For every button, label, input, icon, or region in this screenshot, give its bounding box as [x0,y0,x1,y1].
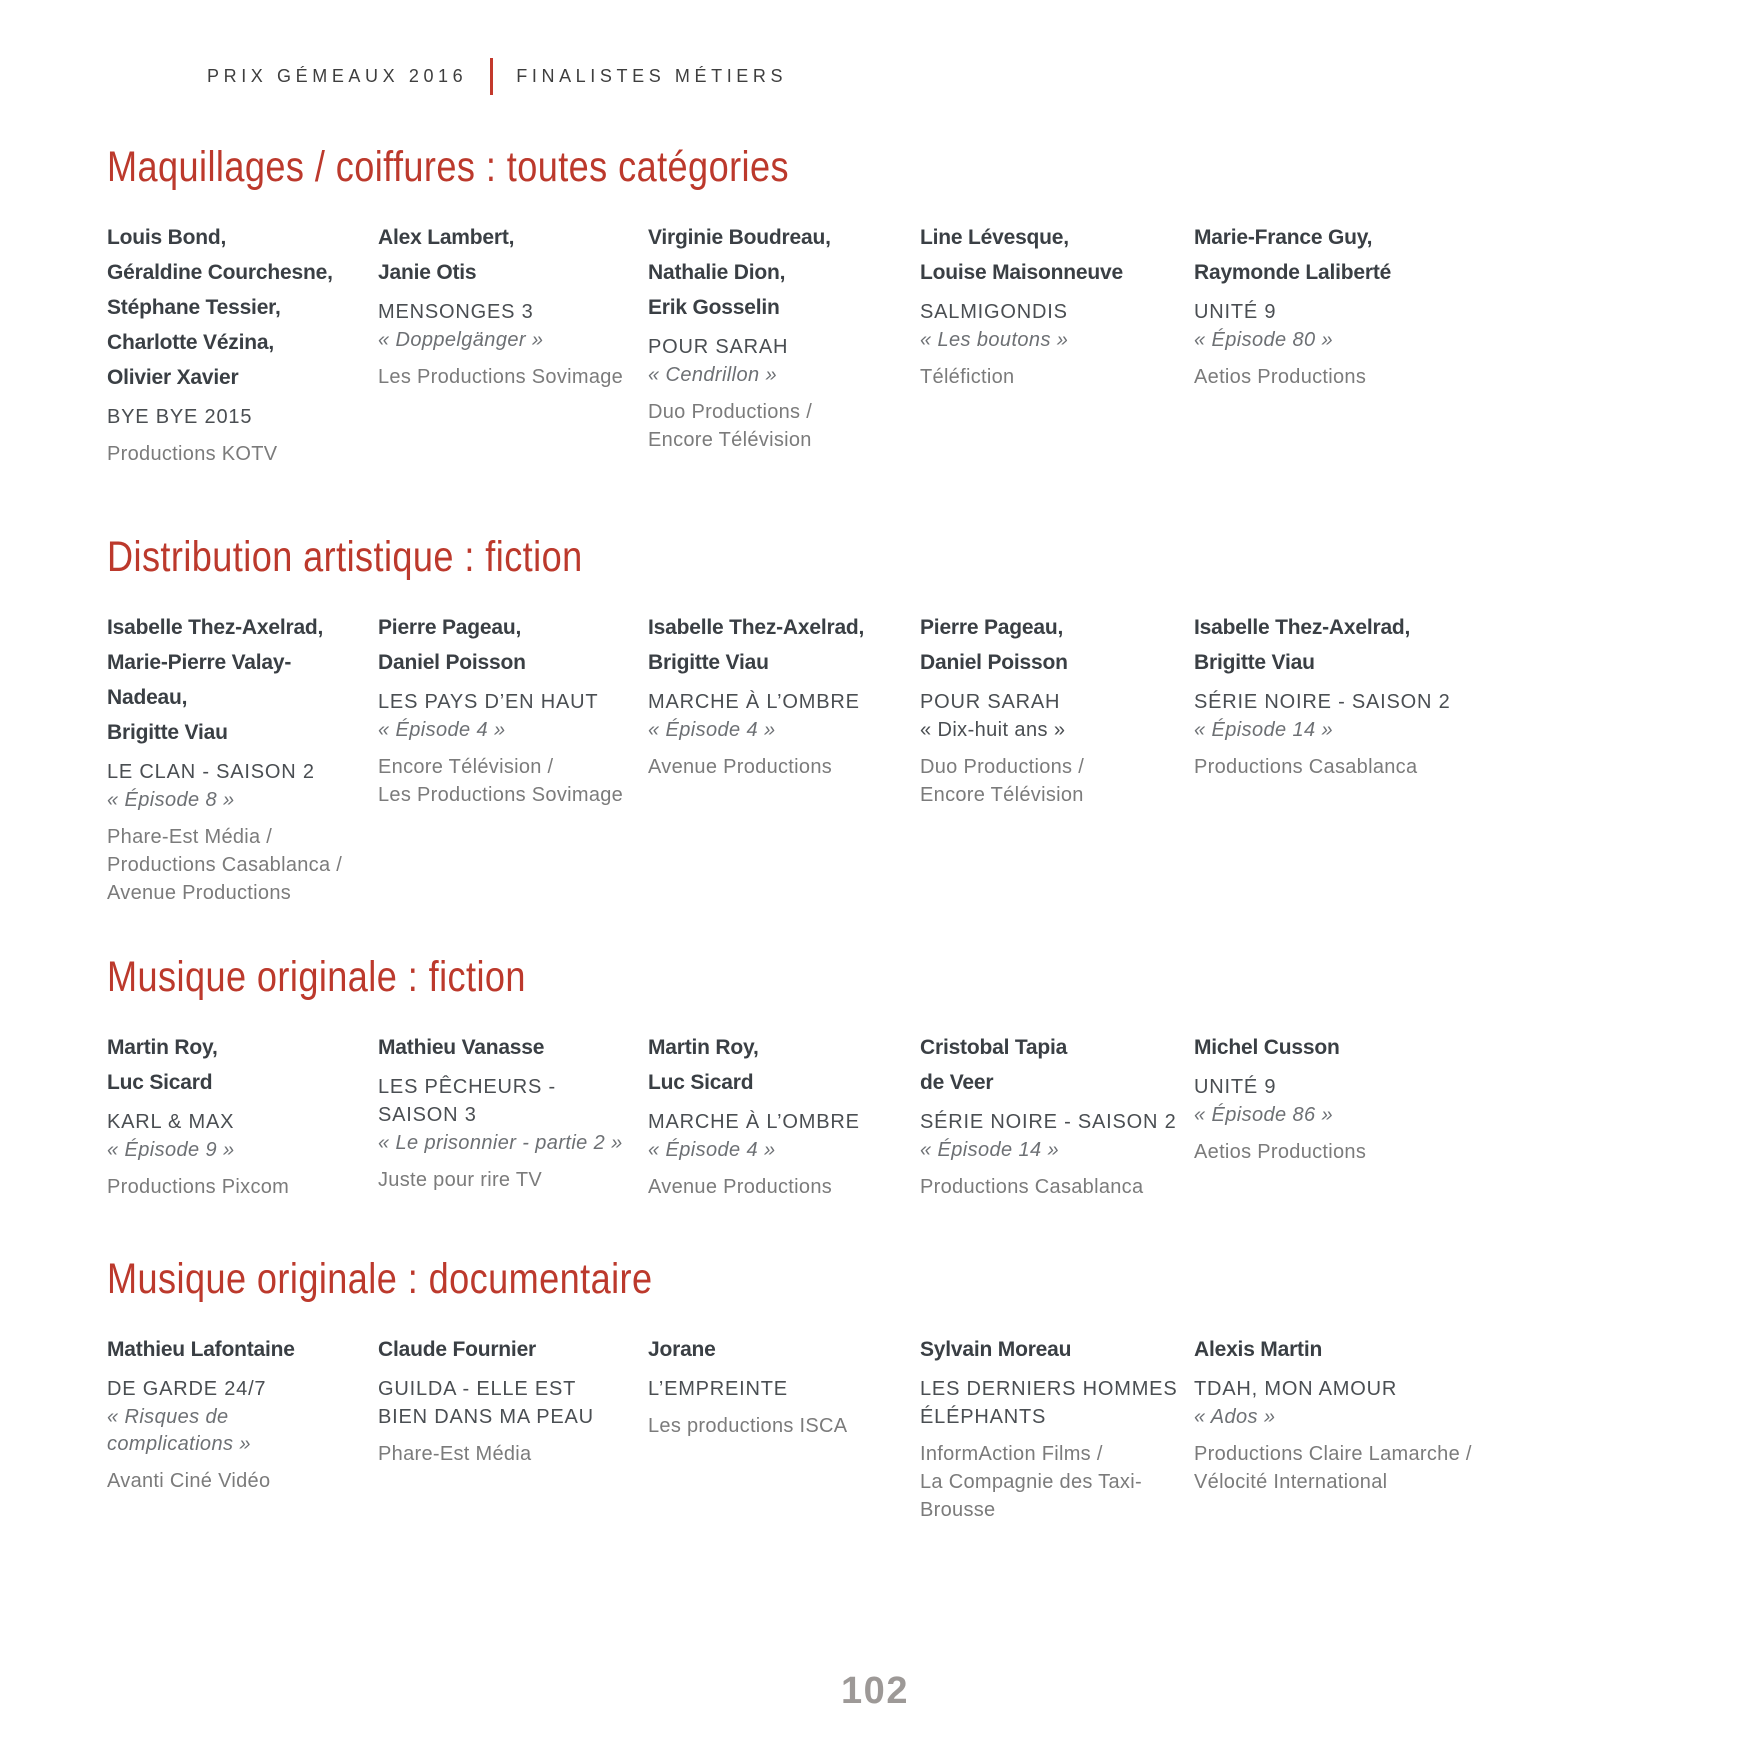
entry-names [378,1332,632,1367]
nominee-name: Daniel Poisson [920,651,1068,674]
show-title: BIEN DANS MA PEAU [378,1406,594,1428]
section-title-text: Distribution artistique : fiction [107,533,583,581]
entry-episode [1194,327,1651,354]
show-title: MARCHE À L’OMBRE [648,691,860,713]
nominee-name: Charlotte Vézina, [107,331,274,354]
header-award-label: PRIX GÉMEAUX 2016 [207,66,468,86]
production-company: Productions Claire Lamarche / [1194,1443,1472,1465]
entry-show-title [378,298,632,326]
entry-episode [648,717,904,744]
section-title [107,144,1667,190]
entry-names [920,1332,1178,1367]
production-company: Les productions ISCA [648,1415,848,1437]
show-title: L’EMPREINTE [648,1378,788,1400]
finalist-entry [648,1332,920,1440]
entry-show-title [378,1375,632,1431]
entry-producers [648,753,904,781]
show-title: UNITÉ 9 [1194,1076,1277,1098]
production-company: Les Productions Sovimage [378,366,624,388]
entry-producers [1194,1138,1651,1166]
production-company: Productions Casablanca [1194,756,1418,778]
show-title: BYE BYE 2015 [107,406,253,428]
section-title [107,954,1667,1000]
entry-episode [378,1130,632,1157]
entry-episode [107,787,362,814]
entry-producers [648,1173,904,1201]
section-title [107,1256,1667,1302]
entry-show-title [1194,688,1651,716]
finalist-entry [107,1332,378,1495]
entry-show-title [648,333,904,361]
entry-names [920,610,1178,680]
finalist-entry [648,610,920,781]
production-company: Encore Télévision [648,429,812,451]
entry-show-title [107,1108,362,1136]
entry-episode [648,362,904,389]
show-title: MENSONGES 3 [378,301,534,323]
show-title: MARCHE À L’OMBRE [648,1111,860,1133]
entry-producers [648,1412,904,1440]
entry-show-title [920,1375,1178,1431]
entry-names [920,220,1178,290]
production-company: Productions Casablanca / [107,854,343,876]
episode-title: « Risques de [107,1406,229,1428]
entry-show-title [378,1073,632,1129]
section-grid [107,1030,1667,1201]
entry-producers [1194,753,1651,781]
entry-show-title [920,1108,1178,1136]
page-number: 102 [841,1670,909,1712]
nominee-name: Sylvain Moreau [920,1338,1072,1361]
production-company: InformAction Films / [920,1443,1103,1465]
production-company: Les Productions Sovimage [378,784,624,806]
section-title [107,534,1667,580]
nominee-name: Michel Cusson [1194,1036,1340,1059]
entry-producers [920,1173,1178,1201]
section-grid [107,220,1667,468]
nominee-name: Louis Bond, [107,226,227,249]
entry-producers [107,1173,362,1201]
entry-names [648,1030,904,1100]
nominee-name: Cristobal Tapia [920,1036,1068,1059]
entry-episode [1194,1102,1651,1129]
production-company: Vélocité International [1194,1471,1388,1493]
nominee-name: Brigitte Viau [107,721,228,744]
entry-episode [648,1137,904,1164]
entry-names [1194,220,1651,290]
production-company: Phare-Est Média / [107,826,273,848]
show-title: GUILDA - ELLE EST [378,1378,577,1400]
finalist-entry [1194,610,1667,781]
production-company: Avanti Ciné Vidéo [107,1470,271,1492]
nominee-name: Louise Maisonneuve [920,261,1123,284]
production-company: Avenue Productions [648,1176,833,1198]
nominee-name: Brigitte Viau [1194,651,1315,674]
production-company: Avenue Productions [107,882,292,904]
episode-title: « Les boutons » [920,329,1069,351]
entry-episode [107,1137,362,1164]
entry-producers [107,823,362,907]
show-title: TDAH, MON AMOUR [1194,1378,1398,1400]
entry-show-title [920,298,1178,326]
category-section [107,1256,1667,1524]
nominee-name: Stéphane Tessier, [107,296,281,319]
entry-show-title [107,403,362,431]
entry-producers [107,1467,362,1495]
show-title: ÉLÉPHANTS [920,1406,1047,1428]
entry-episode [920,1137,1178,1164]
entry-names [378,220,632,290]
finalist-entry [107,1030,378,1201]
nominee-name: Erik Gosselin [648,296,780,319]
production-company: Brousse [920,1499,996,1521]
show-title: SÉRIE NOIRE - SAISON 2 [1194,691,1451,713]
finalist-entry [378,1332,648,1468]
category-section [107,954,1667,1201]
production-company: Productions Casablanca [920,1176,1144,1198]
nominee-name: Daniel Poisson [378,651,526,674]
episode-title: « Dix-huit ans » [920,719,1066,741]
production-company: Aetios Productions [1194,366,1367,388]
episode-title: « Épisode 14 » [1194,719,1334,741]
production-company: Phare-Est Média [378,1443,532,1465]
entry-producers [1194,363,1651,391]
finalist-entry [107,220,378,468]
episode-title: « Cendrillon » [648,364,778,386]
entry-producers [1194,1440,1651,1496]
nominee-name: Isabelle Thez-Axelrad, [1194,616,1411,639]
entry-names [107,1332,362,1367]
nominee-name: Isabelle Thez-Axelrad, [648,616,865,639]
entry-episode [920,327,1178,354]
entry-show-title [1194,1073,1651,1101]
entry-episode [378,327,632,354]
finalist-entry [378,1030,648,1194]
entry-show-title [378,688,632,716]
entry-episode [1194,717,1651,744]
episode-title: « Épisode 86 » [1194,1104,1334,1126]
entry-producers [378,1166,632,1194]
entry-producers [378,1440,632,1468]
entry-episode [107,1404,362,1458]
header-section-label: FINALISTES MÉTIERS [516,66,788,86]
category-section [107,144,1667,468]
finalist-entry [378,220,648,391]
entry-episode [920,717,1178,744]
finalist-entry [107,610,378,907]
nominee-name: Alexis Martin [1194,1338,1323,1361]
show-title: LE CLAN - SAISON 2 [107,761,315,783]
show-title: SAISON 3 [378,1104,477,1126]
entry-producers [920,1440,1178,1524]
finalist-entry [378,610,648,809]
nominee-name: Mathieu Lafontaine [107,1338,295,1361]
nominee-name: Brigitte Viau [648,651,769,674]
entry-producers [378,753,632,809]
nominee-name: Martin Roy, [107,1036,218,1059]
nominee-name: Martin Roy, [648,1036,759,1059]
nominee-name: Claude Fournier [378,1338,537,1361]
nominee-name: Raymonde Laliberté [1194,261,1392,284]
production-company: Téléfiction [920,366,1015,388]
nominee-name: Alex Lambert, [378,226,515,249]
entry-episode [378,717,632,744]
nominee-name: Luc Sicard [107,1071,213,1094]
nominee-name: Olivier Xavier [107,366,239,389]
entry-names [378,610,632,680]
section-title-text: Musique originale : fiction [107,953,526,1001]
production-company: Productions KOTV [107,443,278,465]
entry-show-title [107,758,362,786]
show-title: KARL & MAX [107,1111,235,1133]
nominee-name: Mathieu Vanasse [378,1036,545,1059]
show-title: POUR SARAH [648,336,789,358]
episode-title: « Épisode 4 » [648,719,776,741]
section-title-text: Maquillages / coiffures : toutes catégories [107,143,789,191]
nominee-name: Virginie Boudreau, [648,226,831,249]
show-title: LES PAYS D’EN HAUT [378,691,599,713]
production-company: Aetios Productions [1194,1141,1367,1163]
entry-names [378,1030,632,1065]
nominee-name: Nathalie Dion, [648,261,786,284]
entry-names [648,610,904,680]
entry-show-title [107,1375,362,1403]
entry-episode [1194,1404,1651,1431]
entry-names [107,220,362,395]
section-grid [107,1332,1667,1524]
production-company: Duo Productions / [920,756,1085,778]
production-company: La Compagnie des Taxi- [920,1471,1142,1493]
nominee-name: de Veer [920,1071,994,1094]
entry-names [920,1030,1178,1100]
nominee-name: Marie-Pierre Valay- [107,651,292,674]
header-divider [490,58,493,95]
finalist-entry [648,1030,920,1201]
nominee-name: Jorane [648,1338,716,1361]
finalist-entry [1194,1030,1667,1166]
episode-title: « Le prisonnier - partie 2 » [378,1132,623,1154]
entry-names [1194,1332,1651,1367]
category-section [107,534,1667,907]
episode-title: « Épisode 80 » [1194,329,1334,351]
entry-show-title [648,688,904,716]
entry-producers [378,363,632,391]
production-company: Productions Pixcom [107,1176,290,1198]
episode-title: « Doppelgänger » [378,329,544,351]
show-title: UNITÉ 9 [1194,301,1277,323]
nominee-name: Isabelle Thez-Axelrad, [107,616,324,639]
finalist-entry [920,1030,1194,1201]
entry-names [107,1030,362,1100]
nominee-name: Marie-France Guy, [1194,226,1373,249]
finalist-entry [1194,220,1667,391]
entry-show-title [648,1108,904,1136]
show-title: SÉRIE NOIRE - SAISON 2 [920,1111,1177,1133]
entry-producers [920,753,1178,809]
show-title: DE GARDE 24/7 [107,1378,267,1400]
finalist-entry [920,220,1194,391]
show-title: SALMIGONDIS [920,301,1068,323]
episode-title: complications » [107,1433,251,1455]
production-company: Duo Productions / [648,401,813,423]
entry-names [648,220,904,325]
entry-producers [107,440,362,468]
production-company: Encore Télévision / [378,756,554,778]
entry-show-title [920,688,1178,716]
entry-show-title [648,1375,904,1403]
entry-names [107,610,362,750]
page-header [207,58,787,95]
production-company: Avenue Productions [648,756,833,778]
show-title: POUR SARAH [920,691,1061,713]
finalist-entry [648,220,920,454]
nominee-name: Line Lévesque, [920,226,1069,249]
nominee-name: Luc Sicard [648,1071,754,1094]
finalist-entry [1194,1332,1667,1496]
episode-title: « Épisode 4 » [648,1139,776,1161]
entry-show-title [1194,298,1651,326]
finalist-entry [920,610,1194,809]
entry-producers [920,363,1178,391]
episode-title: « Épisode 4 » [378,719,506,741]
nominee-name: Géraldine Courchesne, [107,261,333,284]
episode-title: « Épisode 14 » [920,1139,1060,1161]
nominee-name: Nadeau, [107,686,188,709]
nominee-name: Pierre Pageau, [378,616,522,639]
entry-names [1194,610,1651,680]
nominee-name: Janie Otis [378,261,477,284]
show-title: LES DERNIERS HOMMES [920,1378,1178,1400]
production-company: Encore Télévision [920,784,1084,806]
entry-names [648,1332,904,1367]
episode-title: « Épisode 9 » [107,1139,235,1161]
episode-title: « Ados » [1194,1406,1276,1428]
section-title-text: Musique originale : documentaire [107,1255,653,1303]
episode-title: « Épisode 8 » [107,789,235,811]
entry-show-title [1194,1375,1651,1403]
section-grid [107,610,1667,907]
production-company: Juste pour rire TV [378,1169,542,1191]
finalist-entry [920,1332,1194,1524]
show-title: LES PÊCHEURS - [378,1076,556,1098]
nominee-name: Pierre Pageau, [920,616,1064,639]
entry-names [1194,1030,1651,1065]
entry-producers [648,398,904,454]
